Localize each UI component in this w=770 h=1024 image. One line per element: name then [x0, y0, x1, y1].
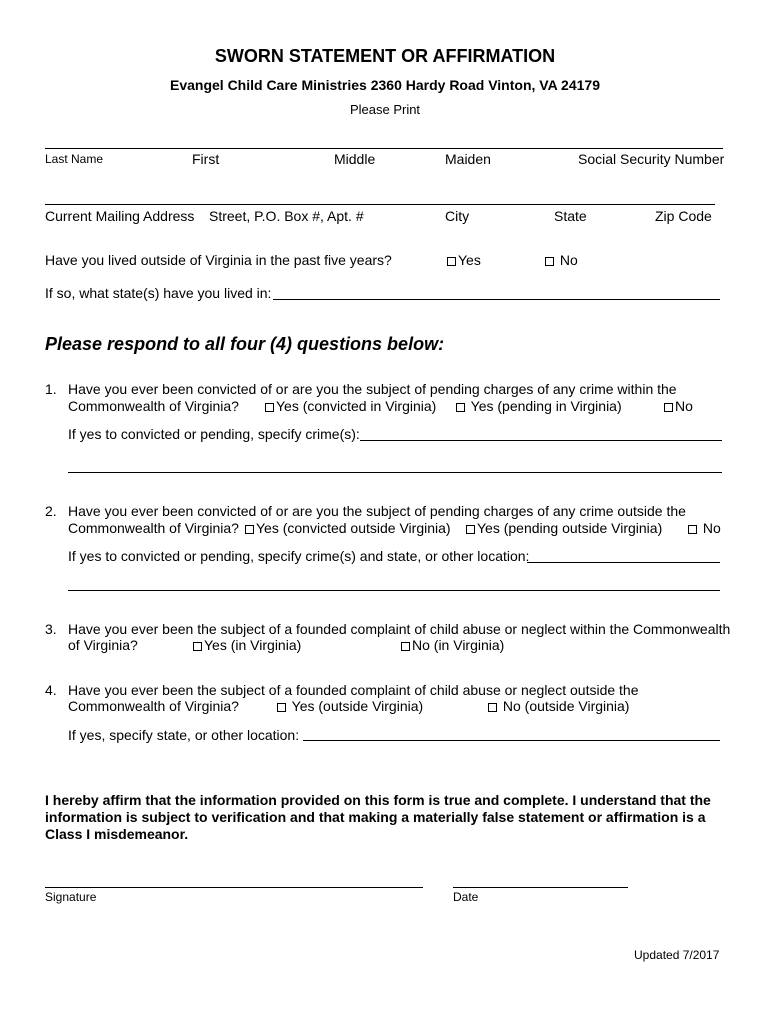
- q1-specify-field-2[interactable]: [68, 472, 722, 473]
- q4-specify-field[interactable]: [303, 740, 720, 741]
- name-field-line[interactable]: [45, 148, 723, 149]
- question-2-number: 2.: [45, 503, 57, 519]
- signature-field[interactable]: [45, 887, 423, 888]
- states-lived-label: If so, what state(s) have you lived in:: [45, 285, 272, 301]
- q4-no-option[interactable]: No (outside Virginia): [488, 698, 629, 714]
- question-4-text-cont: Commonwealth of Virginia?: [68, 698, 239, 714]
- checkbox-icon[interactable]: [193, 642, 202, 651]
- city-label: City: [445, 208, 470, 224]
- organization-address: Evangel Child Care Ministries 2360 Hardy Road Vinton, VA 24179: [169, 77, 600, 93]
- checkbox-icon[interactable]: [466, 525, 475, 534]
- q3-yes-option[interactable]: Yes (in Virginia): [193, 637, 301, 653]
- question-1-text-cont: Commonwealth of Virginia?: [68, 398, 239, 414]
- question-3-text: Have you ever been the subject of a founded complaint of child abuse or neglect within the Commonwealth: [68, 621, 731, 637]
- question-1-text: Have you ever been convicted of or are you the subject of pending charges of any crime within the: [68, 381, 677, 397]
- q2-specify-field-2[interactable]: [68, 590, 720, 591]
- last-name-label: Last Name: [45, 152, 104, 166]
- checkbox-icon[interactable]: [447, 257, 456, 266]
- checkbox-icon[interactable]: [277, 703, 286, 712]
- q2-yes-pending-option[interactable]: Yes (pending outside Virginia): [466, 520, 662, 536]
- residence-no-option[interactable]: No: [545, 252, 578, 268]
- form-title: SWORN STATEMENT OR AFFIRMATION: [214, 46, 556, 66]
- date-label: Date: [453, 890, 479, 904]
- checkbox-icon[interactable]: [265, 403, 274, 412]
- checkbox-icon[interactable]: [545, 257, 554, 266]
- mailing-address-label: Current Mailing Address: [45, 208, 195, 224]
- question-1-number: 1.: [45, 381, 57, 397]
- q1-yes-pending-option[interactable]: Yes (pending in Virginia): [456, 398, 622, 414]
- q1-specify-label: If yes to convicted or pending, specify crime(s):: [68, 426, 360, 442]
- q2-specify-field[interactable]: [527, 562, 720, 563]
- checkbox-icon[interactable]: [688, 525, 697, 534]
- zip-label: Zip Code: [655, 208, 712, 224]
- question-4-text: Have you ever been the subject of a founded complaint of child abuse or neglect outside the: [68, 682, 639, 698]
- ssn-label: Social Security Number: [578, 151, 725, 167]
- states-lived-field[interactable]: [273, 299, 720, 300]
- q2-yes-convicted-option[interactable]: Yes (convicted outside Virginia): [245, 520, 451, 536]
- q1-yes-convicted-option[interactable]: Yes (convicted in Virginia): [265, 398, 436, 414]
- maiden-name-label: Maiden: [445, 151, 491, 167]
- please-print-note: Please Print: [349, 102, 421, 117]
- date-field[interactable]: [453, 887, 628, 888]
- section-title: Please respond to all four (4) questions below:: [45, 334, 445, 354]
- question-3-number: 3.: [45, 621, 57, 637]
- updated-date: Updated 7/2017: [634, 948, 720, 962]
- checkbox-icon[interactable]: [664, 403, 673, 412]
- middle-name-label: Middle: [334, 151, 376, 167]
- q2-specify-label: If yes to convicted or pending, specify crime(s) and state, or other location:: [68, 548, 530, 564]
- q2-no-option[interactable]: No: [688, 520, 721, 536]
- question-4-number: 4.: [45, 682, 57, 698]
- checkbox-icon[interactable]: [245, 525, 254, 534]
- q4-yes-option[interactable]: Yes (outside Virginia): [277, 698, 423, 714]
- affirmation-statement: I hereby affirm that the information provided on this form is true and complete. I understand that the information is subject to verification and that making a materially false statement or affirmation is a Class I misdemeanor.: [45, 792, 711, 842]
- q4-specify-label: If yes, specify state, or other location:: [68, 727, 300, 743]
- question-3-text-cont: of Virginia?: [68, 637, 138, 653]
- checkbox-icon[interactable]: [401, 642, 410, 651]
- address-field-line[interactable]: [45, 204, 715, 205]
- first-name-label: First: [192, 151, 220, 167]
- q1-no-option[interactable]: No: [664, 398, 693, 414]
- q3-no-option[interactable]: No (in Virginia): [401, 637, 504, 653]
- checkbox-icon[interactable]: [456, 403, 465, 412]
- question-2-text: Have you ever been convicted of or are you the subject of pending charges of any crime outside the: [68, 503, 686, 519]
- checkbox-icon[interactable]: [488, 703, 497, 712]
- state-label: State: [554, 208, 587, 224]
- q1-specify-field[interactable]: [360, 440, 722, 441]
- residence-question: Have you lived outside of Virginia in the past five years?: [45, 252, 392, 268]
- question-2-text-cont: Commonwealth of Virginia?: [68, 520, 239, 536]
- street-label: Street, P.O. Box #, Apt. #: [209, 208, 364, 224]
- signature-label: Signature: [45, 890, 97, 904]
- residence-yes-option[interactable]: Yes: [447, 252, 481, 268]
